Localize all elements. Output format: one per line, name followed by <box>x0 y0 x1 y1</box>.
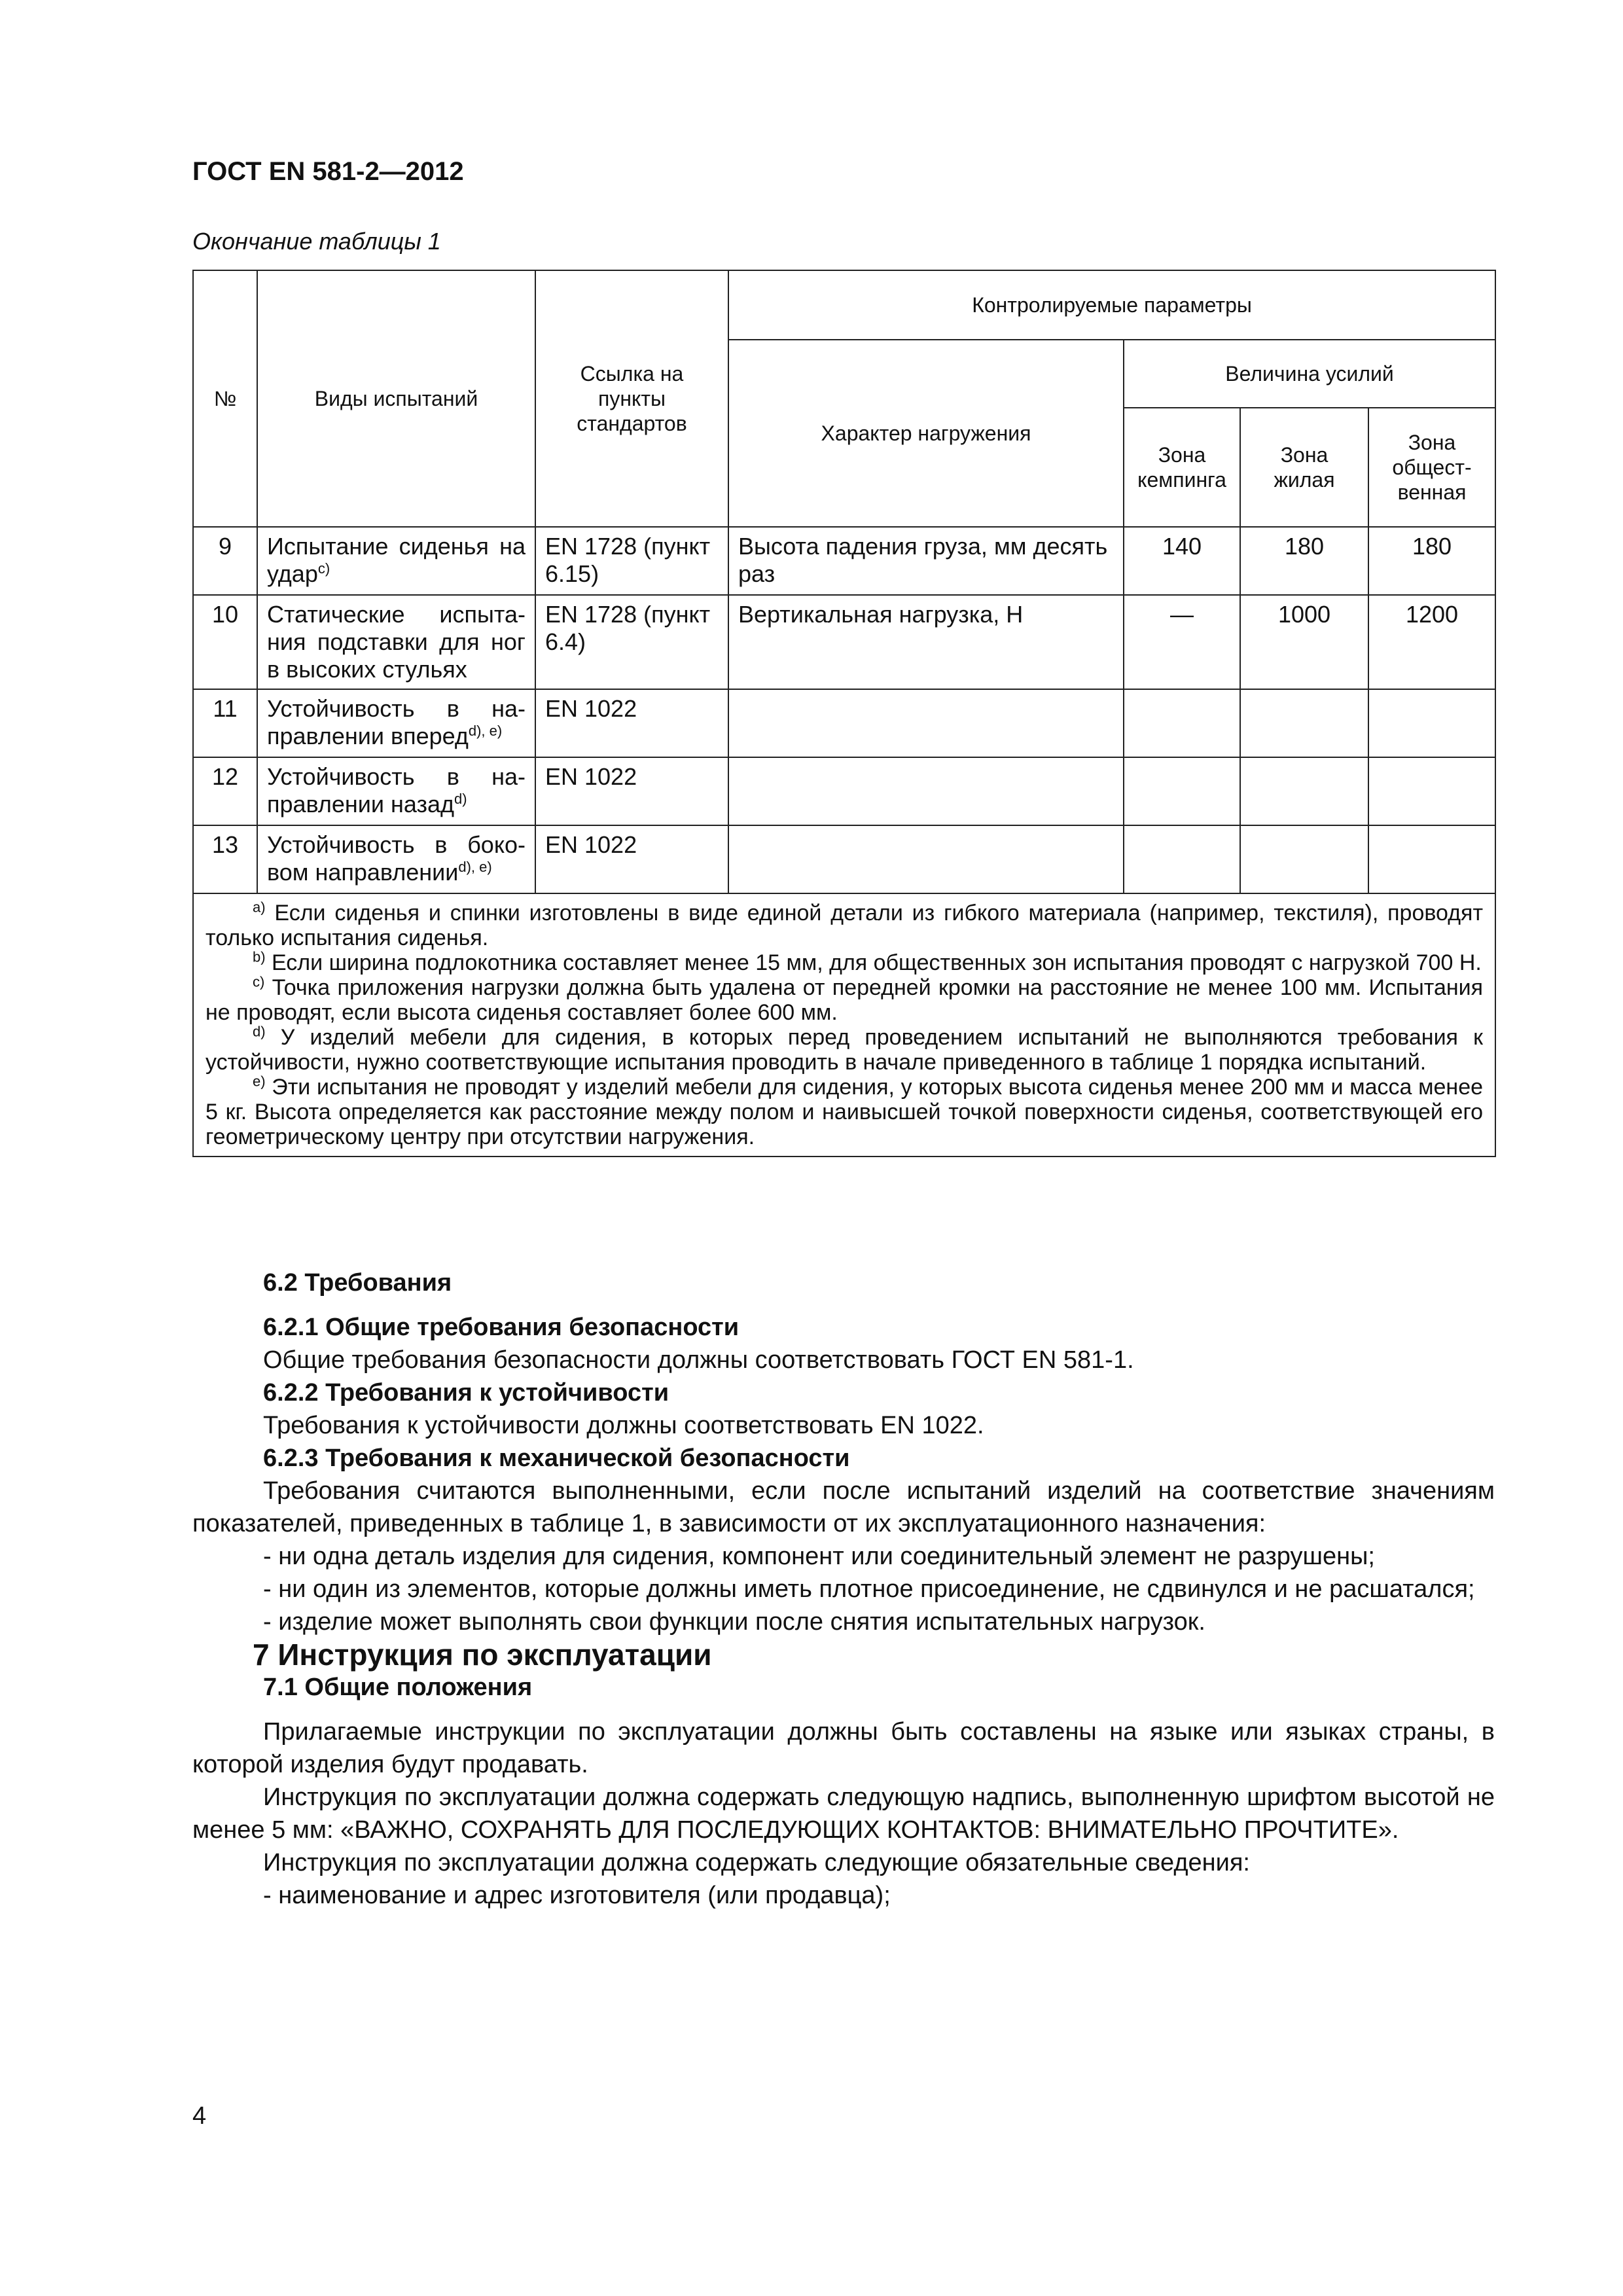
row-loading <box>728 757 1124 825</box>
page-number: 4 <box>192 2102 207 2130</box>
row-zone-camping: — <box>1124 595 1240 689</box>
row-number: 9 <box>193 527 257 595</box>
table-row <box>193 825 1495 893</box>
table-row <box>193 595 1495 689</box>
row-loading <box>728 825 1124 893</box>
row-zone-public <box>1368 757 1495 825</box>
footnote <box>205 950 1483 975</box>
section-7-title: 7 Инструкция по эксплуатации <box>253 1638 712 1672</box>
section-6-2-title: 6.2 Требования <box>263 1269 452 1297</box>
row-zone-public: 1200 <box>1368 595 1495 689</box>
table-row <box>193 689 1495 757</box>
footnote-ref: d) <box>454 791 467 807</box>
footnote-mark: c) <box>253 973 265 990</box>
row-test-type: Статические испыта-ния подставки для ног в высоких стульях <box>257 595 535 689</box>
row-test-type: Устойчивость в на-правлении вперед$^{d), e)}$ <box>257 689 535 757</box>
table-row <box>193 757 1495 825</box>
row-zone-living <box>1240 757 1368 825</box>
row-number: 12 <box>193 757 257 825</box>
footnote <box>205 1075 1483 1149</box>
footnote-ref: d), e) <box>468 723 503 739</box>
row-reference: EN 1022 <box>535 757 728 825</box>
footnote-mark: d) <box>253 1023 266 1040</box>
footnote-text: Если сиденья и спинки изготовлены в виде единой детали из гибкого материала (например, текстиля), проводят только испытания сиденья. <box>205 901 1484 950</box>
header-force: Величина усилий <box>1124 340 1495 408</box>
footnote-text: Если ширина подлокотника составляет менее 15 мм, для общественных зон испытания проводят с нагрузкой 700 Н. <box>272 950 1482 975</box>
table-body <box>193 527 1495 893</box>
header-reference: Ссылка на пункты стандартов <box>535 270 728 527</box>
section-6-2-2-title: 6.2.2 Требования к устойчивости <box>263 1379 669 1407</box>
row-zone-camping <box>1124 689 1240 757</box>
section-7-1-paragraph: Прилагаемые инструкции по эксплуатации должны быть составлены на языке или языках страны, в которой изделия будут продавать. <box>192 1718 1495 1778</box>
row-test-type: Устойчивость в боко-вом направлении$^{d), e)}$ <box>257 825 535 893</box>
section-6-2-3-text: Требования считаются выполненными, если после испытаний изделий на соответствие значениям показателей, приведенных в таблице 1, в зависимости от их эксплуатационного назначения: <box>192 1477 1495 1537</box>
row-zone-living: 1000 <box>1240 595 1368 689</box>
table-notes <box>193 893 1495 1157</box>
table-1 <box>192 270 1496 1157</box>
row-zone-public <box>1368 689 1495 757</box>
header-zone-camping: Зона кемпинга <box>1124 408 1240 527</box>
row-number: 11 <box>193 689 257 757</box>
section-7-1-title: 7.1 Общие положения <box>263 1674 533 1701</box>
row-zone-camping <box>1124 825 1240 893</box>
footnote-text: У изделий мебели для сидения, в которых перед проведением испытаний не выполняются требования к устойчивости, нужно соответствующие испытания проводить в начале приведенного в таблице 1 порядка испытаний. <box>205 1025 1484 1075</box>
header-controlled-params: Контролируемые параметры <box>728 270 1495 340</box>
header-loading: Характер нагружения <box>728 340 1124 527</box>
row-reference: EN 1728 (пункт 6.15) <box>535 527 728 595</box>
footnote <box>205 901 1483 950</box>
list-item: - наименование и адрес изготовителя (или продавца); <box>263 1882 891 1909</box>
list-item: - ни один из элементов, которые должны иметь плотное присоединение, не сдвинулся и не расшатался; <box>263 1575 1475 1603</box>
document-body <box>192 1266 1495 1912</box>
section-6-2-1-text: Общие требования безопасности должны соответствовать ГОСТ EN 581-1. <box>263 1346 1134 1374</box>
header-num: № <box>193 270 257 527</box>
footnote-text: Эти испытания не проводят у изделий мебели для сидения, у которых высота сиденья менее 200 мм и масса менее 5 кг. Высота определяется как расстояние между полом и наивысшей точкой поверхности сиденья, соответствующей его геометрическому центру при отсутствии нагружения. <box>205 1075 1484 1149</box>
footnote-ref: c) <box>317 560 330 577</box>
footnote-mark: b) <box>253 948 266 965</box>
document-header: ГОСТ EN 581-2—2012 <box>192 157 464 186</box>
footnote-text: Точка приложения нагрузки должна быть удалена от передней кромки на расстояние не менее 100 мм. Испытания не проводят, если высота сиденья составляет более 600 мм. <box>205 975 1484 1025</box>
header-zone-public: Зона общест-венная <box>1368 408 1495 527</box>
section-6-2-1-title: 6.2.1 Общие требования безопасности <box>263 1314 740 1341</box>
row-zone-living <box>1240 689 1368 757</box>
row-test-type: Устойчивость в на-правлении назад$^{d)}$ <box>257 757 535 825</box>
row-loading: Высота падения груза, мм десять раз <box>728 527 1124 595</box>
row-loading <box>728 689 1124 757</box>
header-zone-living: Зона жилая <box>1240 408 1368 527</box>
section-7-1-paragraph: Инструкция по эксплуатации должна содержать следующие обязательные сведения: <box>263 1849 1250 1876</box>
footnote <box>205 1025 1483 1075</box>
list-item: - ни одна деталь изделия для сидения, компонент или соединительный элемент не разрушены; <box>263 1543 1375 1570</box>
header-test-types: Виды испытаний <box>257 270 535 527</box>
row-zone-public: 180 <box>1368 527 1495 595</box>
section-6-2-3-title: 6.2.3 Требования к механической безопасности <box>263 1444 850 1472</box>
footnote-mark: e) <box>253 1073 266 1090</box>
row-reference: EN 1022 <box>535 825 728 893</box>
table-caption: Окончание таблицы 1 <box>192 228 441 255</box>
row-number: 13 <box>193 825 257 893</box>
section-7-1-paragraph: Инструкция по эксплуатации должна содержать следующую надпись, выполненную шрифтом высотой не менее 5 мм: «ВАЖНО, СОХРАНЯТЬ ДЛЯ ПОСЛЕДУЮЩИХ КОНТАКТОВ: ВНИМАТЕЛЬНО ПРОЧТИТЕ». <box>192 1784 1495 1844</box>
footnote-mark: a) <box>253 899 266 916</box>
row-reference: EN 1022 <box>535 689 728 757</box>
row-zone-camping <box>1124 757 1240 825</box>
table-row <box>193 527 1495 595</box>
row-loading: Вертикальная нагрузка, Н <box>728 595 1124 689</box>
row-reference: EN 1728 (пункт 6.4) <box>535 595 728 689</box>
section-6-2-2-text: Требования к устойчивости должны соответствовать EN 1022. <box>263 1412 984 1439</box>
row-number: 10 <box>193 595 257 689</box>
row-test-type: Испытание сиденья на удар$^{c)}$ <box>257 527 535 595</box>
footnote <box>205 975 1483 1025</box>
row-zone-living: 180 <box>1240 527 1368 595</box>
row-zone-living <box>1240 825 1368 893</box>
row-zone-public <box>1368 825 1495 893</box>
row-zone-camping: 140 <box>1124 527 1240 595</box>
list-item: - изделие может выполнять свои функции после снятия испытательных нагрузок. <box>263 1608 1205 1636</box>
footnote-ref: d), e) <box>458 859 492 875</box>
